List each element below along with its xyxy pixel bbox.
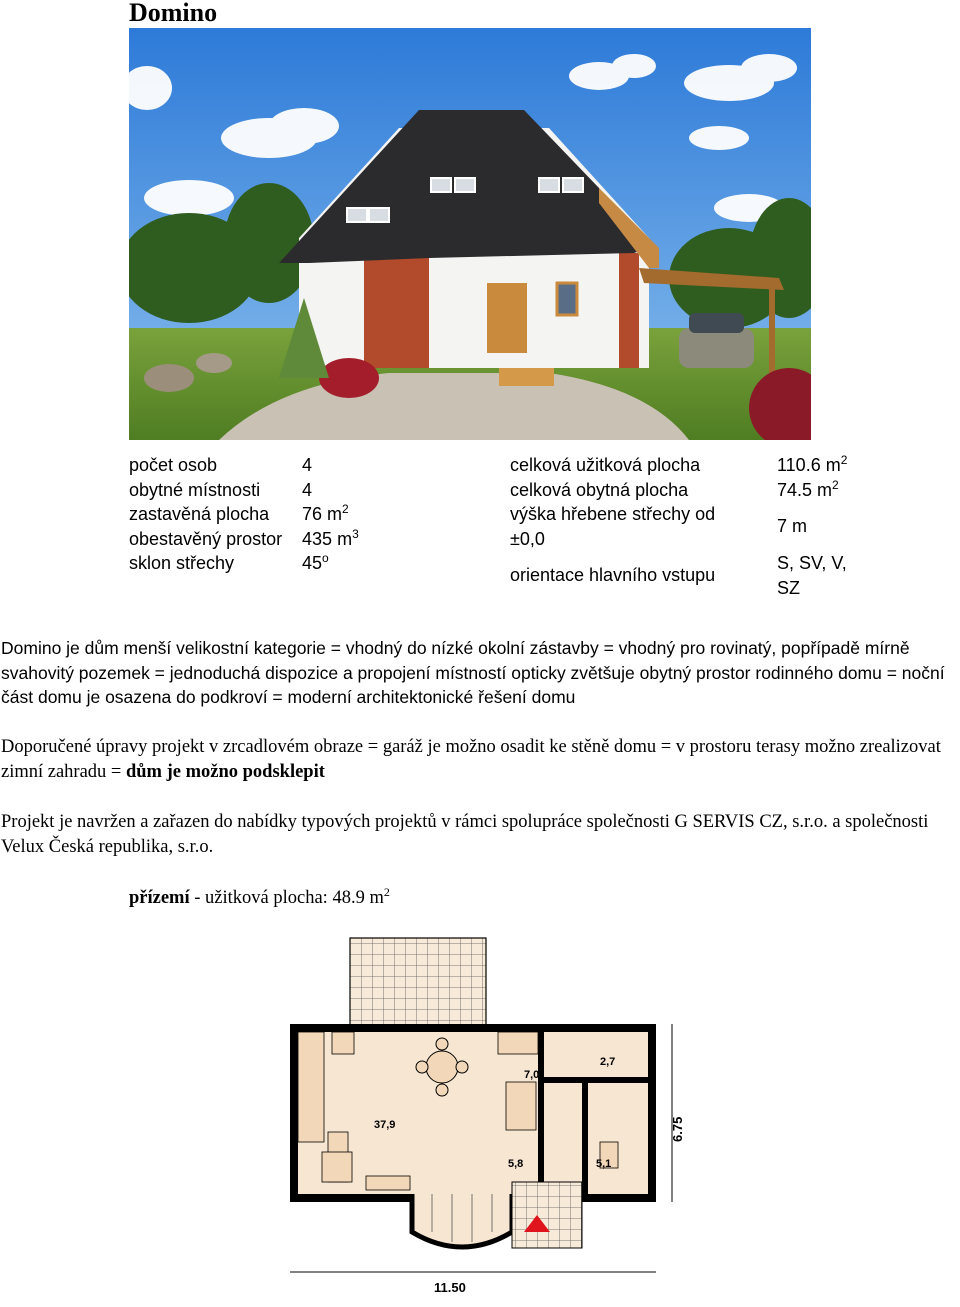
spec-row: celková obytná plocha xyxy=(510,479,689,500)
spec-value: 45$^o$ xyxy=(302,551,329,573)
ground-floor-heading: přízemí - užitková plocha: 48.9 $m^2$ xyxy=(129,885,390,909)
spec-value-height: 7 m xyxy=(777,516,808,536)
page-title: Domino xyxy=(129,0,218,27)
dimension-height: 6.75 xyxy=(670,1116,685,1142)
spec-row: obestavěný prostor xyxy=(129,528,283,549)
room-label-bath: 5,1 xyxy=(596,1158,612,1170)
room-label-living: 37,9 xyxy=(374,1119,396,1131)
room-label-hall: 5,8 xyxy=(508,1158,524,1170)
spec-row: sklon střechy xyxy=(129,553,235,573)
recommendation-paragraph: Doporučené úpravy projekt v zrcadlovém obraze = garáž je možno osadit ke stěně domu = v prostoru terasy možno zrealizovat zimní zahradu = dům je možno podsklepit xyxy=(1,737,941,782)
spec-row: obytné místnosti xyxy=(129,479,261,500)
spec-value: 74.5 $m^2$ xyxy=(777,477,839,500)
spec-row: výška hřebene střechy od xyxy=(510,504,716,524)
spec-row: zastavěná plocha xyxy=(129,504,270,524)
room-label-small: 2,7 xyxy=(600,1056,616,1068)
credits-paragraph: Projekt je navržen a zařazen do nabídky typových projektů v rámci spolupráce společnosti G SERVIS CZ, s.r.o. a společnosti Velux Česká republika, s.r.o. xyxy=(1,812,929,857)
spec-value: 4 xyxy=(302,455,313,475)
specs-right xyxy=(510,453,715,551)
basement-note: dům je možno podsklepit xyxy=(125,762,325,782)
house-photo xyxy=(129,28,811,440)
spec-value: 76 $m^2$ xyxy=(302,502,349,524)
specs-left xyxy=(129,453,282,576)
spec-row: ±0,0 xyxy=(510,528,545,549)
spec-value: 435 $m^3$ xyxy=(302,526,359,549)
spec-value-orientation: S, SV, V, SZ xyxy=(777,553,847,598)
specs-left-values xyxy=(302,453,359,576)
specs-right-values xyxy=(777,453,847,502)
spec-row-orientation: orientace hlavního vstupu xyxy=(510,565,716,585)
spec-row: celková užitková plocha xyxy=(510,455,701,475)
dimension-width: 11.50 xyxy=(434,1280,466,1295)
floor-plan xyxy=(262,932,694,1302)
description-paragraph: Domino je dům menší velikostní kategorie = vhodný do nízké okolní zástavby = vhodný pro rovinatý, popřípadě mírně svahovitý pozemek = jednoduchá dispozice a propojení místností opticky zvětšuje obytný prostor rodinného domu = noční část domu je osazena do podkroví = moderní architektonické řešení domu xyxy=(1,638,945,707)
spec-value: 4 xyxy=(302,479,313,500)
room-label-kitchen: 7,0 xyxy=(524,1069,540,1081)
spec-value: 110.6 $m^2$ xyxy=(777,453,848,475)
spec-row: počet osob xyxy=(129,455,218,475)
